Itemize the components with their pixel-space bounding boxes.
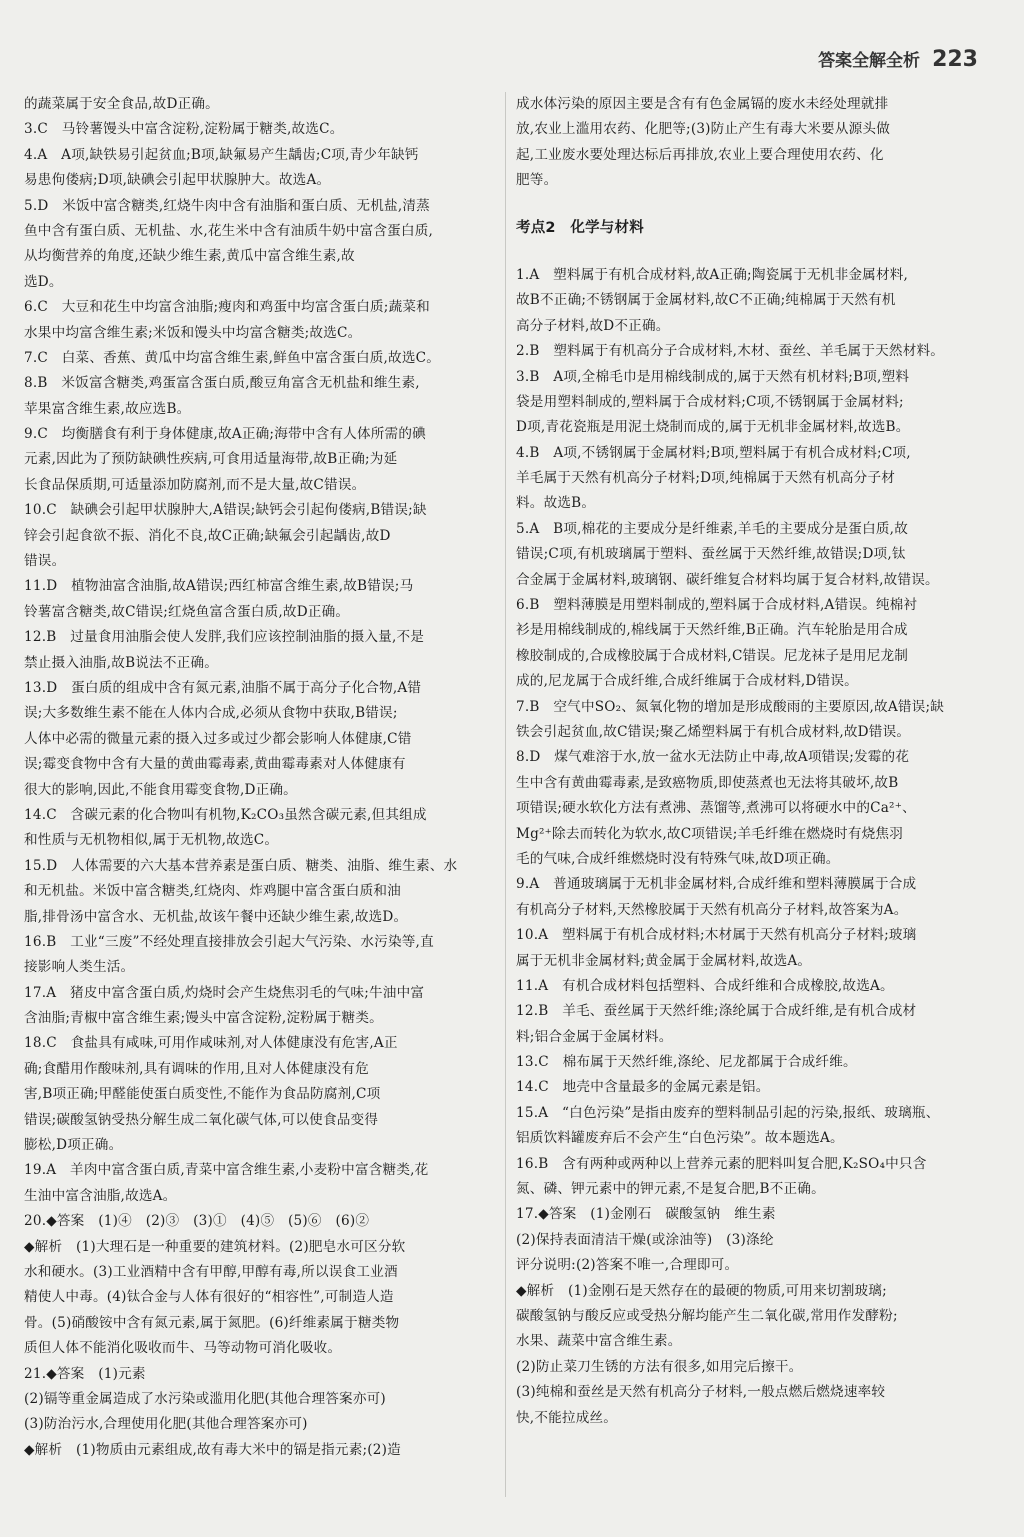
text-line: 11.D 植物油富含油脂,故A错误;西红柿富含维生素,故B错误;马 — [24, 578, 414, 595]
text-line: 5.A B项,棉花的主要成分是纤维素,羊毛的主要成分是蛋白质,故 — [516, 520, 908, 537]
text-line: 18.C 食盐具有咸味,可用作咸味剂,对人体健康没有危害,A正 — [24, 1035, 398, 1052]
text-line: (3)防治污水,合理使用化肥(其他合理答案亦可) — [24, 1416, 308, 1433]
text-line: 易患佝偻病;D项,缺碘会引起甲状腺肿大。故选A。 — [24, 172, 331, 189]
text-line: 4.B A项,不锈钢属于金属材料;B项,塑料属于有机合成材料;C项, — [516, 444, 911, 461]
text-line: 水果、蔬菜中富含维生素。 — [516, 1333, 682, 1350]
text-line: 14.C 地壳中含量最多的金属元素是铝。 — [516, 1079, 770, 1096]
text-line: 袋是用塑料制成的,塑料属于合成材料;C项,不锈钢属于金属材料; — [516, 393, 904, 410]
text-line: 鱼中含有蛋白质、无机盐、水,花生米中含有油质牛奶中富含蛋白质, — [24, 222, 434, 239]
text-line: 属于无机非金属材料;黄金属于金属材料,故选A。 — [516, 952, 812, 969]
text-line: 人体中必需的微量元素的摄入过多或过少都会影响人体健康,C错 — [24, 730, 412, 747]
text-line: 和无机盐。米饭中富含糖类,红烧肉、炸鸡腿中富含蛋白质和油 — [24, 883, 401, 900]
text-line: 确;食醋用作酸味剂,具有调味的作用,且对人体健康没有危 — [24, 1060, 369, 1077]
text-line: 料;铝合金属于金属材料。 — [516, 1028, 673, 1045]
text-line: 橡胶制成的,合成橡胶属于合成材料,C错误。尼龙袜子是用尼龙制 — [516, 647, 909, 664]
text-line: 21.◆答案 (1)元素 — [24, 1365, 146, 1382]
text-line: 故B不正确;不锈钢属于金属材料,故C不正确;纯棉属于天然有机 — [516, 292, 896, 309]
text-line: 成水体污染的原因主要是含有有色金属镉的废水未经处理就排 — [516, 96, 889, 112]
text-line: 合金属于金属材料,玻璃钢、碳纤维复合材料均属于复合材料,故错误。 — [516, 571, 939, 588]
text-line: 13.D 蛋白质的组成中含有氮元素,油脂不属于高分子化合物,A错 — [24, 679, 422, 696]
text-line: 料。故选B。 — [516, 495, 596, 512]
text-line: Mg²⁺除去而转化为软水,故C项错误;羊毛纤维在燃烧时有烧焦羽 — [516, 825, 903, 842]
text-line: 11.A 有机合成材料包括塑料、合成纤维和合成橡胶,故选A。 — [516, 977, 894, 994]
text-line: 铁会引起贫血,故C错误;聚乙烯塑料属于有机合成材料,故D错误。 — [516, 723, 911, 740]
text-line: 4.A A项,缺铁易引起贫血;B项,缺氟易产生龋齿;C项,青少年缺钙 — [24, 146, 419, 163]
text-line: 成的,尼龙属于合成纤维,合成纤维属于合成材料,D错误。 — [516, 673, 858, 690]
text-line: 和性质与无机物相似,属于无机物,故选C。 — [24, 832, 279, 849]
text-line: ◆解析 (1)大理石是一种重要的建筑材料。(2)肥皂水可区分软 — [24, 1238, 406, 1255]
spacer — [516, 194, 986, 216]
text-line: 16.B 工业“三废”不经处理直接排放会引起大气污染、水污染等,直 — [24, 933, 434, 950]
text-line: 20.◆答案 (1)④ (2)③ (3)① (4)⑤ (5)⑥ (6)② — [24, 1213, 370, 1230]
text-line: 误;霉变食物中含有大量的黄曲霉毒素,黄曲霉毒素对人体健康有 — [24, 756, 406, 773]
text-line: (3)纯棉和蚕丝是天然有机高分子材料,一般点燃后燃烧速率较 — [516, 1384, 886, 1401]
text-line: 3.B A项,全棉毛巾是用棉线制成的,属于天然有机材料;B项,塑料 — [516, 368, 910, 385]
left-column — [24, 92, 496, 1463]
text-line: 选D。 — [24, 273, 63, 290]
text-line: 3.C 马铃薯馒头中富含淀粉,淀粉属于糖类,故选C。 — [24, 121, 344, 138]
text-line: 6.B 塑料薄膜是用塑料制成的,塑料属于合成材料,A错误。纯棉衬 — [516, 597, 918, 614]
text-line: 19.A 羊肉中富含蛋白质,青菜中富含维生素,小麦粉中富含糖类,花 — [24, 1162, 429, 1179]
text-line: 10.C 缺碘会引起甲状腺肿大,A错误;缺钙会引起佝偻病,B错误;缺 — [24, 502, 427, 519]
text-line: 的蔬菜属于安全食品,故D正确。 — [24, 96, 219, 112]
text-line: 锌会引起食欲不振、消化不良,故C正确;缺氟会引起龋齿,故D — [24, 527, 391, 544]
text-line: 高分子材料,故D不正确。 — [516, 317, 670, 334]
text-line: 13.C 棉布属于天然纤维,涤纶、尼龙都属于合成纤维。 — [516, 1054, 857, 1071]
text-line: 起,工业废水要处理达标后再排放,农业上要合理使用农药、化 — [516, 146, 884, 163]
text-line: 骨。(5)硝酸铵中含有氮元素,属于氮肥。(6)纤维素属于糖类物 — [24, 1314, 400, 1331]
text-line: 12.B 羊毛、蚕丝属于天然纤维;涤纶属于合成纤维,是有机合成材 — [516, 1003, 917, 1020]
text-line: 16.B 含有两种或两种以上营养元素的肥料叫复合肥,K₂SO₄中只含 — [516, 1155, 927, 1172]
text-line: D项,青花瓷瓶是用泥土烧制而成的,属于无机非金属材料,故选B。 — [516, 419, 910, 436]
spacer — [516, 241, 986, 263]
text-line: 17.◆答案 (1)金刚石 碳酸氢钠 维生素 — [516, 1206, 776, 1223]
text-line: 接影响人类生活。 — [24, 959, 135, 976]
text-line: 铝质饮料罐废弃后不会产生“白色污染”。故本题选A。 — [516, 1130, 844, 1147]
text-line: 17.A 猪皮中富含蛋白质,灼烧时会产生烧焦羽毛的气味;牛油中富 — [24, 984, 425, 1001]
page-number: 223 — [932, 47, 978, 72]
text-line: 衫是用棉线制成的,棉线属于天然纤维,B正确。汽车轮胎是用合成 — [516, 622, 908, 639]
text-line: 苹果富含维生素,故应选B。 — [24, 400, 191, 417]
text-line: 误;大多数维生素不能在人体内合成,必须从食物中获取,B错误; — [24, 705, 398, 722]
text-line: 很大的影响,因此,不能食用霉变食物,D正确。 — [24, 781, 297, 798]
text-line: 元素,因此为了预防缺碘性疾病,可食用适量海带,故B正确;为延 — [24, 451, 398, 468]
text-line: 错误;碳酸氢钠受热分解生成二氧化碳气体,可以使食品变得 — [24, 1111, 379, 1128]
text-line: 脂,排骨汤中富含水、无机盐,故该午餐中还缺少维生素,故选D。 — [24, 908, 408, 925]
page-header — [818, 46, 978, 72]
text-line: 错误。 — [24, 553, 66, 570]
text-line: (2)保持表面清洁干燥(或涂油等) (3)涤纶 — [516, 1231, 774, 1248]
text-line: 9.A 普通玻璃属于无机非金属材料,合成纤维和塑料薄膜属于合成 — [516, 876, 917, 893]
text-line: 碳酸氢钠与酸反应或受热分解均能产生二氧化碳,常用作发酵粉; — [516, 1307, 898, 1324]
text-line: 从均衡营养的角度,还缺少维生素,黄瓜中富含维生素,故 — [24, 248, 355, 265]
text-line: 羊毛属于天然有机高分子材料;D项,纯棉属于天然有机高分子材 — [516, 470, 896, 487]
text-line: 水果中均富含维生素;米饭和馒头中均富含糖类;故选C。 — [24, 324, 362, 341]
text-line: 生中含有黄曲霉毒素,是致癌物质,即使蒸煮也无法将其破坏,故B — [516, 774, 899, 791]
text-line: 8.D 煤气难溶于水,放一盆水无法防止中毒,故A项错误;发霉的花 — [516, 749, 910, 766]
text-line: 快,不能拉成丝。 — [516, 1409, 618, 1426]
text-line: 害,B项正确;甲醛能使蛋白质变性,不能作为食品防腐剂,C项 — [24, 1086, 381, 1103]
text-line: 9.C 均衡膳食有利于身体健康,故A正确;海带中含有人体所需的碘 — [24, 426, 426, 443]
text-line: 项错误;硬水软化方法有煮沸、蒸馏等,煮沸可以将硬水中的Ca²⁺、 — [516, 800, 916, 817]
text-line: 水和硬水。(3)工业酒精中含有甲醇,甲醇有毒,所以误食工业酒 — [24, 1263, 398, 1280]
text-line: 7.B 空气中SO₂、氮氧化物的增加是形成酸雨的主要原因,故A错误;缺 — [516, 698, 945, 715]
text-line: (2)镉等重金属造成了水污染或滥用化肥(其他合理答案亦可) — [24, 1390, 386, 1407]
text-line: 长食品保质期,可适量添加防腐剂,而不是大量,故C错误。 — [24, 476, 366, 493]
text-line: 2.B 塑料属于有机高分子合成材料,木材、蚕丝、羊毛属于天然材料。 — [516, 343, 945, 360]
text-line: 含油脂;青椒中富含维生素;馒头中富含淀粉,淀粉属于糖类。 — [24, 1010, 383, 1027]
text-line: (2)防止菜刀生锈的方法有很多,如用完后擦干。 — [516, 1358, 803, 1375]
text-line: 有机高分子材料,天然橡胶属于天然有机高分子材料,故答案为A。 — [516, 901, 908, 918]
text-line: ◆解析 (1)金刚石是天然存在的最硬的物质,可用来切割玻璃; — [516, 1282, 887, 1299]
text-line: 15.A “白色污染”是指由废弃的塑料制品引起的污染,报纸、玻璃瓶、 — [516, 1104, 940, 1121]
text-line: 氮、磷、钾元素中的钾元素,不是复合肥,B不正确。 — [516, 1181, 825, 1198]
text-line: 15.D 人体需要的六大基本营养素是蛋白质、糖类、油脂、维生素、水 — [24, 857, 458, 874]
right-column — [516, 92, 986, 1431]
column-divider — [505, 92, 506, 1497]
text-line: 10.A 塑料属于有机合成材料;木材属于天然有机高分子材料;玻璃 — [516, 927, 917, 944]
text-line: 14.C 含碳元素的化合物叫有机物,K₂CO₃虽然含碳元素,但其组成 — [24, 806, 427, 823]
text-line: 7.C 白菜、香蕉、黄瓜中均富含维生素,鲜鱼中富含蛋白质,故选C。 — [24, 349, 441, 366]
text-line: 精使人中毒。(4)钛合金与人体有很好的“相容性”,可制造人造 — [24, 1289, 394, 1306]
text-line: 生油中富含油脂,故选A。 — [24, 1187, 177, 1204]
text-line: 6.C 大豆和花生中均富含油脂;瘦肉和鸡蛋中均富含蛋白质;蔬菜和 — [24, 299, 430, 316]
text-line: 禁止摄入油脂,故B说法不正确。 — [24, 654, 219, 671]
text-line: 毛的气味,合成纤维燃烧时没有特殊气味,故D项正确。 — [516, 850, 840, 867]
text-line: 12.B 过量食用油脂会使人发胖,我们应该控制油脂的摄入量,不是 — [24, 629, 425, 646]
text-line: 错误;C项,有机玻璃属于塑料、蚕丝属于天然纤维,故错误;D项,钛 — [516, 546, 906, 563]
text-line: 质但人体不能消化吸收而牛、马等动物可消化吸收。 — [24, 1340, 342, 1357]
header-title: 答案全解全析 — [818, 51, 921, 71]
text-line: 放,农业上滥用农药、化肥等;(3)防止产生有毒大米要从源头做 — [516, 121, 890, 138]
section-title: 考点2 化学与材料 — [516, 219, 644, 236]
text-line: ◆解析 (1)物质由元素组成,故有毒大米中的镉是指元素;(2)造 — [24, 1441, 401, 1458]
text-line: 肥等。 — [516, 172, 558, 189]
text-line: 评分说明:(2)答案不唯一,合理即可。 — [516, 1257, 739, 1274]
text-line: 1.A 塑料属于有机合成材料,故A正确;陶瓷属于无机非金属材料, — [516, 266, 909, 283]
text-line: 8.B 米饭富含糖类,鸡蛋富含蛋白质,酸豆角富含无机盐和维生素, — [24, 375, 420, 392]
text-line: 膨松,D项正确。 — [24, 1137, 123, 1154]
text-line: 5.D 米饭中富含糖类,红烧牛肉中含有油脂和蛋白质、无机盐,清蒸 — [24, 197, 430, 214]
text-line: 铃薯富含糖类,故C错误;红烧鱼富含蛋白质,故D正确。 — [24, 603, 350, 620]
